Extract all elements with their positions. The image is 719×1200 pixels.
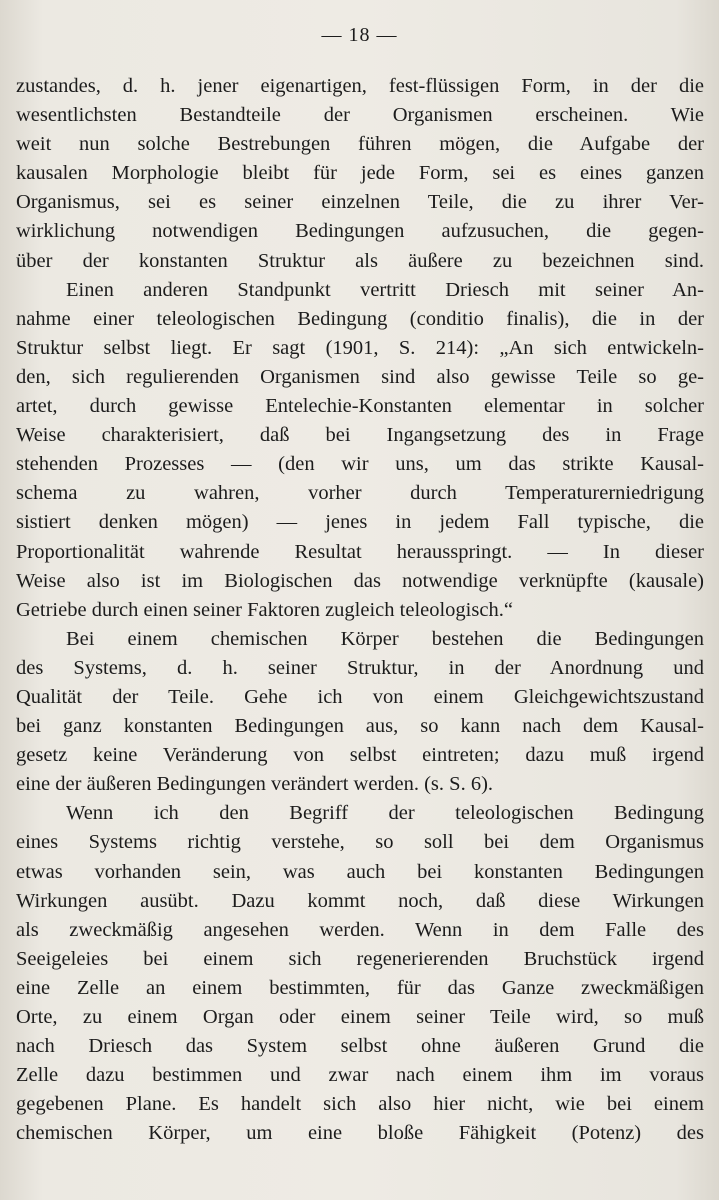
page-number: — 18 — <box>321 24 398 46</box>
text-line: Wenn ich den Begriff der teleologischen Bedingung <box>66 802 704 825</box>
text-line: Bei einem chemischen Körper bestehen die Bedingungen <box>66 627 704 650</box>
text-line: Struktur selbst liegt. Er sagt (1901, S. 214): „An sich entwickeln- <box>16 336 704 359</box>
text-line: des Systems, d. h. seiner Struktur, in der Anordnung und <box>16 656 704 679</box>
text-line: wesentlichsten Bestandteile der Organismen erscheinen. Wie <box>16 104 704 127</box>
body-text <box>16 72 704 1148</box>
text-line: Weise also ist im Biologischen das notwendige verknüpfte (kausale) <box>16 569 704 592</box>
text-line: Seeigeleies bei einem sich regenerierenden Bruchstück irgend <box>16 947 704 970</box>
text-line: nahme einer teleologischen Bedingung (conditio finalis), die in der <box>16 307 704 330</box>
text-line: gegebenen Plane. Es handelt sich also hier nicht, wie bei einem <box>16 1093 704 1116</box>
text-line: Qualität der Teile. Gehe ich von einem Gleichgewichtszustand <box>16 685 704 708</box>
text-line: Wirkungen ausübt. Dazu kommt noch, daß diese Wirkungen <box>16 889 704 912</box>
text-line: zustandes, d. h. jener eigenartigen, fest-flüssigen Form, in der die <box>16 75 704 97</box>
text-line: Weise charakterisiert, daß bei Ingangsetzung des in Frage <box>16 424 704 447</box>
text-line: als zweckmäßig angesehen werden. Wenn in dem Falle des <box>16 918 704 941</box>
text-line: eine der äußeren Bedingungen verändert werden. (s. S. 6). <box>16 773 494 796</box>
text-line: weit nun solche Bestrebungen führen mögen, die Aufgabe der <box>16 133 704 156</box>
text-line: Einen anderen Standpunkt vertritt Driesch mit seiner An- <box>66 278 704 301</box>
text-line: den, sich regulierenden Organismen sind also gewisse Teile so ge- <box>16 365 704 388</box>
text-line: gesetz keine Veränderung von selbst eintreten; dazu muß irgend <box>16 744 704 767</box>
text-line: stehenden Prozesses — (den wir uns, um das strikte Kausal- <box>16 453 704 476</box>
text-line: sistiert denken mögen) — jenes in jedem Fall typische, die <box>16 511 704 534</box>
text-line: kausalen Morphologie bleibt für jede Form, sei es eines ganzen <box>16 162 704 185</box>
text-line: eine Zelle an einem bestimmten, für das Ganze zweckmäßigen <box>16 976 704 999</box>
text-line: wirklichung notwendigen Bedingungen aufzusuchen, die gegen- <box>16 220 704 243</box>
text-line: bei ganz konstanten Bedingungen aus, so kann nach dem Kausal- <box>16 715 704 738</box>
text-line: Orte, zu einem Organ oder einem seiner Teile wird, so muß <box>16 1006 704 1028</box>
text-line: Proportionalität wahrende Resultat herausspringt. — In dieser <box>16 540 704 563</box>
text-line: etwas vorhanden sein, was auch bei konstanten Bedingungen <box>16 860 704 883</box>
text-line: Zelle dazu bestimmen und zwar nach einem ihm im voraus <box>16 1064 704 1087</box>
text-line: chemischen Körper, um eine bloße Fähigkeit (Potenz) des <box>16 1122 704 1145</box>
text-line: Getriebe durch einen seiner Faktoren zugleich teleologisch.“ <box>16 598 513 621</box>
text-line: schema zu wahren, vorher durch Temperaturerniedrigung <box>16 482 704 505</box>
text-line: artet, durch gewisse Entelechie-Konstanten elementar in solcher <box>16 395 704 418</box>
text-line: eines Systems richtig verstehe, so soll bei dem Organismus <box>16 831 704 854</box>
text-line: Organismus, sei es seiner einzelnen Teile, die zu ihrer Ver- <box>16 191 704 214</box>
text-line: nach Driesch das System selbst ohne äußeren Grund die <box>16 1035 704 1058</box>
text-line: über der konstanten Struktur als äußere zu bezeichnen sind. <box>16 249 704 272</box>
